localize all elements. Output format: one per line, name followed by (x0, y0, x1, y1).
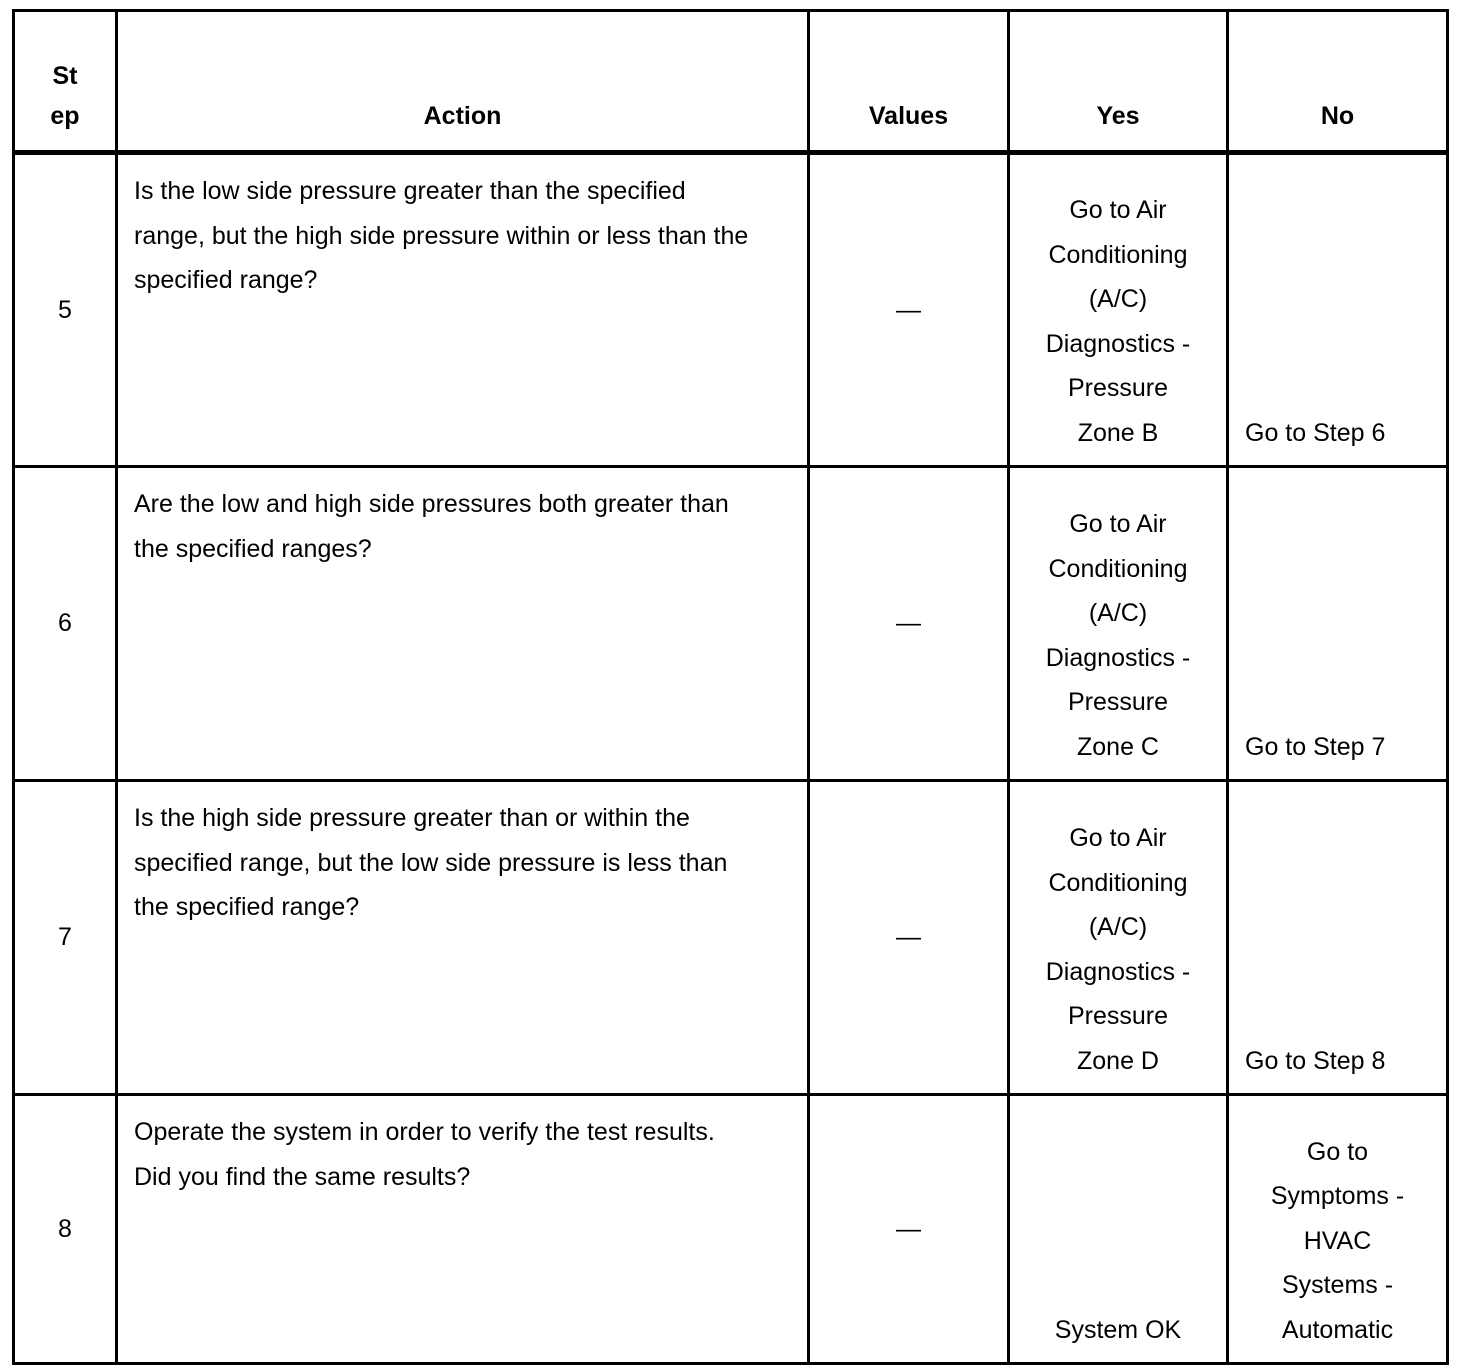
action-cell: Are the low and high side pressures both greater than the specified ranges? (117, 467, 809, 781)
action-cell: Is the low side pressure greater than the specified range, but the high side pressure within or less than the specified range? (117, 153, 809, 467)
no-cell[interactable]: Go to Step 6 (1228, 153, 1448, 467)
yes-cell[interactable]: Go to Air Conditioning (A/C) Diagnostics - Pressure Zone B (1009, 153, 1228, 467)
table-body (14, 153, 1448, 1364)
header-step: St ep (14, 11, 117, 153)
step-cell: 5 (14, 153, 117, 467)
header-values: Values (809, 11, 1009, 153)
step-cell: 6 (14, 467, 117, 781)
table-row (14, 1095, 1448, 1364)
action-cell: Operate the system in order to verify the test results. Did you find the same results? (117, 1095, 809, 1364)
header-row (14, 11, 1448, 153)
yes-cell[interactable]: Go to Air Conditioning (A/C) Diagnostics - Pressure Zone D (1009, 781, 1228, 1095)
table-row (14, 153, 1448, 467)
values-cell: — (809, 153, 1009, 467)
diagnostic-table (12, 9, 1449, 1365)
no-cell[interactable]: Go to Step 7 (1228, 467, 1448, 781)
action-cell: Is the high side pressure greater than or within the specified range, but the low side pressure is less than the specified range? (117, 781, 809, 1095)
header-yes: Yes (1009, 11, 1228, 153)
step-cell: 8 (14, 1095, 117, 1364)
values-cell: — (809, 467, 1009, 781)
diagnostic-table-sheet (12, 9, 1446, 1344)
values-cell: — (809, 781, 1009, 1095)
no-cell[interactable]: Go to Symptoms - HVAC Systems - Automatic (1228, 1095, 1448, 1364)
table-header (14, 11, 1448, 153)
no-cell[interactable]: Go to Step 8 (1228, 781, 1448, 1095)
yes-cell: System OK (1009, 1095, 1228, 1364)
header-action: Action (117, 11, 809, 153)
values-cell: — (809, 1095, 1009, 1364)
step-cell: 7 (14, 781, 117, 1095)
table-row (14, 467, 1448, 781)
yes-cell[interactable]: Go to Air Conditioning (A/C) Diagnostics - Pressure Zone C (1009, 467, 1228, 781)
header-no: No (1228, 11, 1448, 153)
table-row (14, 781, 1448, 1095)
